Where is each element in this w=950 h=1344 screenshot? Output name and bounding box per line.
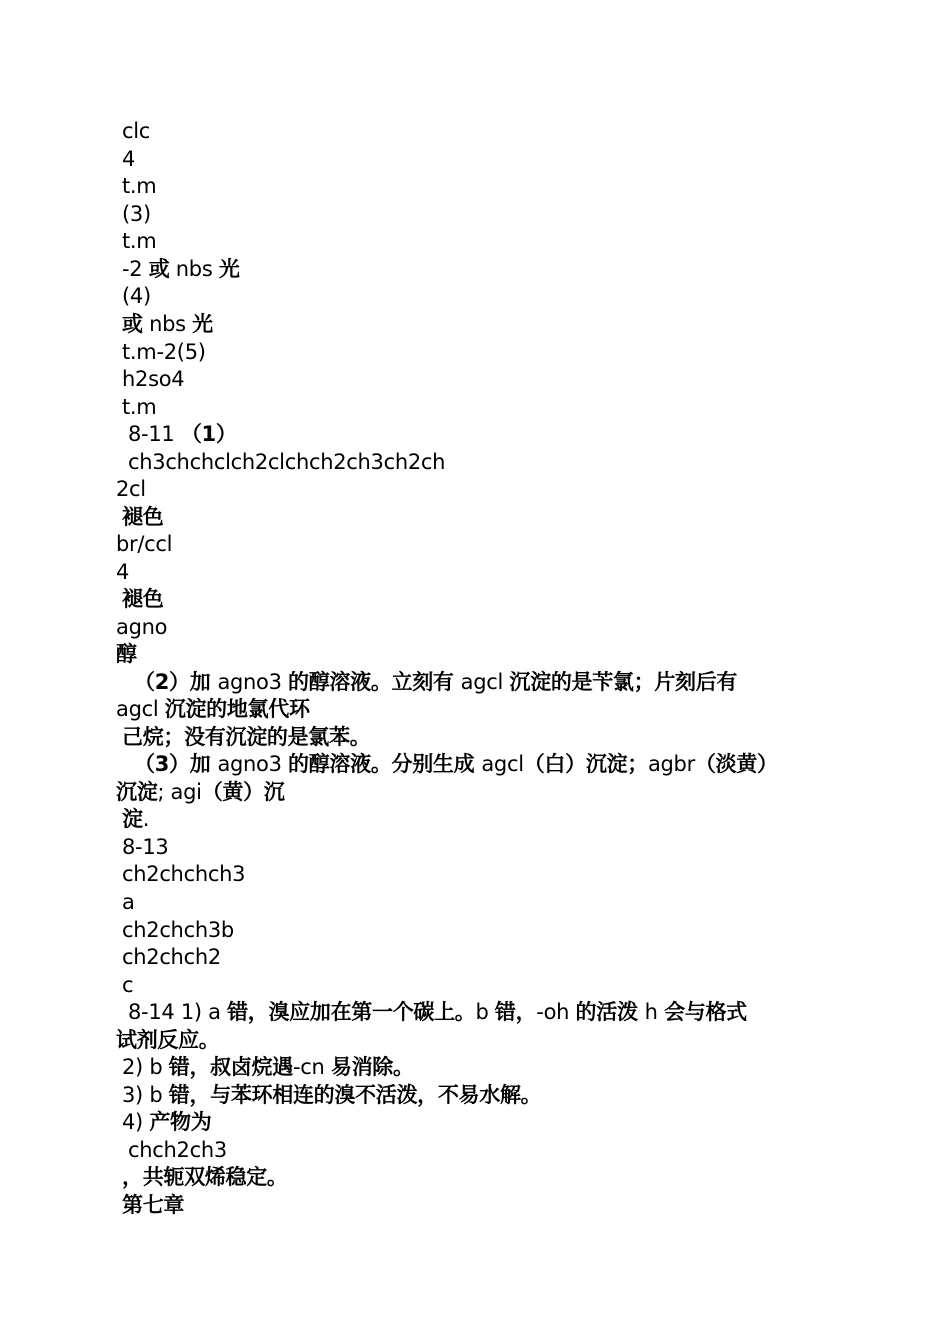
text-line [122,173,156,199]
text-line [116,1027,220,1053]
bold-text-segment: 光 [192,312,213,336]
text-segment: 8-11 [128,422,181,446]
bold-text-segment: （2）加 [134,670,218,694]
text-line [116,696,310,722]
bold-text-segment: （白）沉淀； [523,752,648,776]
text-line [122,394,156,420]
text-line [122,1054,414,1080]
text-line [122,339,206,365]
text-segment: agno3 [217,670,289,694]
text-segment: 2cl [116,477,146,501]
text-line [128,421,237,447]
text-segment: nbs [142,312,193,336]
bold-text-segment: （1） [180,422,237,446]
bold-text-segment: 光 [218,257,240,281]
bold-text-segment: 产物为 [149,1110,212,1134]
text-line [122,283,151,309]
text-segment: -oh [536,1000,576,1024]
text-segment: 8-13 [122,835,169,859]
text-line [116,559,129,585]
text-line [116,614,167,640]
text-line [122,1164,288,1190]
bold-text-segment: 第七章 [122,1193,185,1217]
text-segment: t.m [122,395,157,419]
text-segment: c [122,973,134,997]
bold-text-segment: （淡黄） [694,752,778,776]
text-segment: b [475,1000,495,1024]
text-line [116,779,285,805]
text-line [116,641,137,667]
bold-text-segment: 沉淀 [116,780,158,804]
text-line [122,889,135,915]
text-line [122,228,156,254]
bold-text-segment: （黄）沉 [201,780,285,804]
text-line [122,146,135,172]
bold-text-segment: 的醇溶液。分别生成 [288,752,482,776]
text-segment: ch2chch3b [122,918,234,942]
text-line [116,476,146,502]
text-line [122,944,221,970]
text-segment: 4) [122,1110,150,1134]
bold-text-segment: 或 [122,312,143,336]
bold-text-segment: 醇 [116,642,137,666]
text-line [122,1109,211,1135]
text-segment: t.m-2(5) [122,340,206,364]
bold-text-segment: 错，叔卤烷遇 [168,1055,293,1079]
text-segment: clc [122,119,151,143]
text-line [128,449,445,475]
text-segment: . [142,807,150,831]
bold-text-segment: 错，与苯环相连的溴不活泼，不易水解。 [168,1083,542,1107]
text-segment: chch2ch3 [128,1138,227,1162]
text-segment: h2so4 [122,367,185,391]
text-line [122,917,234,943]
text-segment: (4) [122,284,151,308]
text-segment: agbr [647,752,695,776]
text-line [122,256,240,282]
text-line [122,586,163,612]
text-line [122,366,184,392]
text-line [122,1082,541,1108]
text-segment: h [644,1000,665,1024]
bold-text-segment: 试剂反应。 [116,1028,220,1052]
text-line [134,751,778,777]
text-line [122,806,149,832]
text-segment: agno [116,615,168,639]
text-segment: 3) b [122,1083,169,1107]
text-line [122,834,168,860]
text-segment: 2) b [122,1055,169,1079]
bold-text-segment: （3）加 [134,752,218,776]
bold-text-segment: 错，溴应加在第一个碳上。 [227,1000,476,1024]
bold-text-segment: 淀 [122,807,143,831]
text-line [122,1192,184,1218]
bold-text-segment: 错， [494,1000,537,1024]
text-line [116,531,172,557]
text-line [134,669,737,695]
bold-text-segment: 沉淀的是苄氯；片刻后有 [509,670,738,694]
text-segment: ch2chchch3 [122,862,246,886]
text-segment: -2 [122,257,149,281]
bold-text-segment: ，共轭双烯稳定。 [122,1165,288,1189]
bold-text-segment: 或 [148,257,170,281]
text-segment: 4 [116,560,130,584]
text-segment: ch3chchclch2clchch2ch3ch2ch [128,450,446,474]
text-line [128,999,747,1025]
text-line [128,1137,227,1163]
text-segment: agno3 [217,752,289,776]
text-line [122,201,151,227]
text-line [122,118,150,144]
bold-text-segment: 褪色 [122,505,164,529]
bold-text-segment: 己烷；没有沉淀的是氯苯。 [122,725,371,749]
bold-text-segment: 沉淀的地氯代环 [164,697,310,721]
text-line [122,724,370,750]
text-segment: 4 [122,147,136,171]
bold-text-segment: 会与格式 [664,1000,747,1024]
bold-text-segment: 的活泼 [575,1000,645,1024]
text-line [122,504,163,530]
text-segment: agcl [116,697,165,721]
text-segment: -cn [292,1055,331,1079]
text-segment: ch2chch2 [122,945,221,969]
text-segment: a [122,890,135,914]
bold-text-segment: 褪色 [122,587,164,611]
text-segment: t.m [122,229,157,253]
text-line [122,972,133,998]
text-segment: ; agi [157,780,202,804]
bold-text-segment: 的醇溶液。立刻有 [288,670,461,694]
bold-text-segment: 易消除。 [330,1055,414,1079]
text-segment: agcl [460,670,510,694]
text-line [122,861,245,887]
text-segment: t.m [122,174,157,198]
text-segment: agcl [481,752,524,776]
text-segment: nbs [169,257,219,281]
text-segment: 8-14 1) a [128,1000,228,1024]
text-segment: (3) [122,202,151,226]
text-segment: br/ccl [116,532,173,556]
text-line [122,311,213,337]
